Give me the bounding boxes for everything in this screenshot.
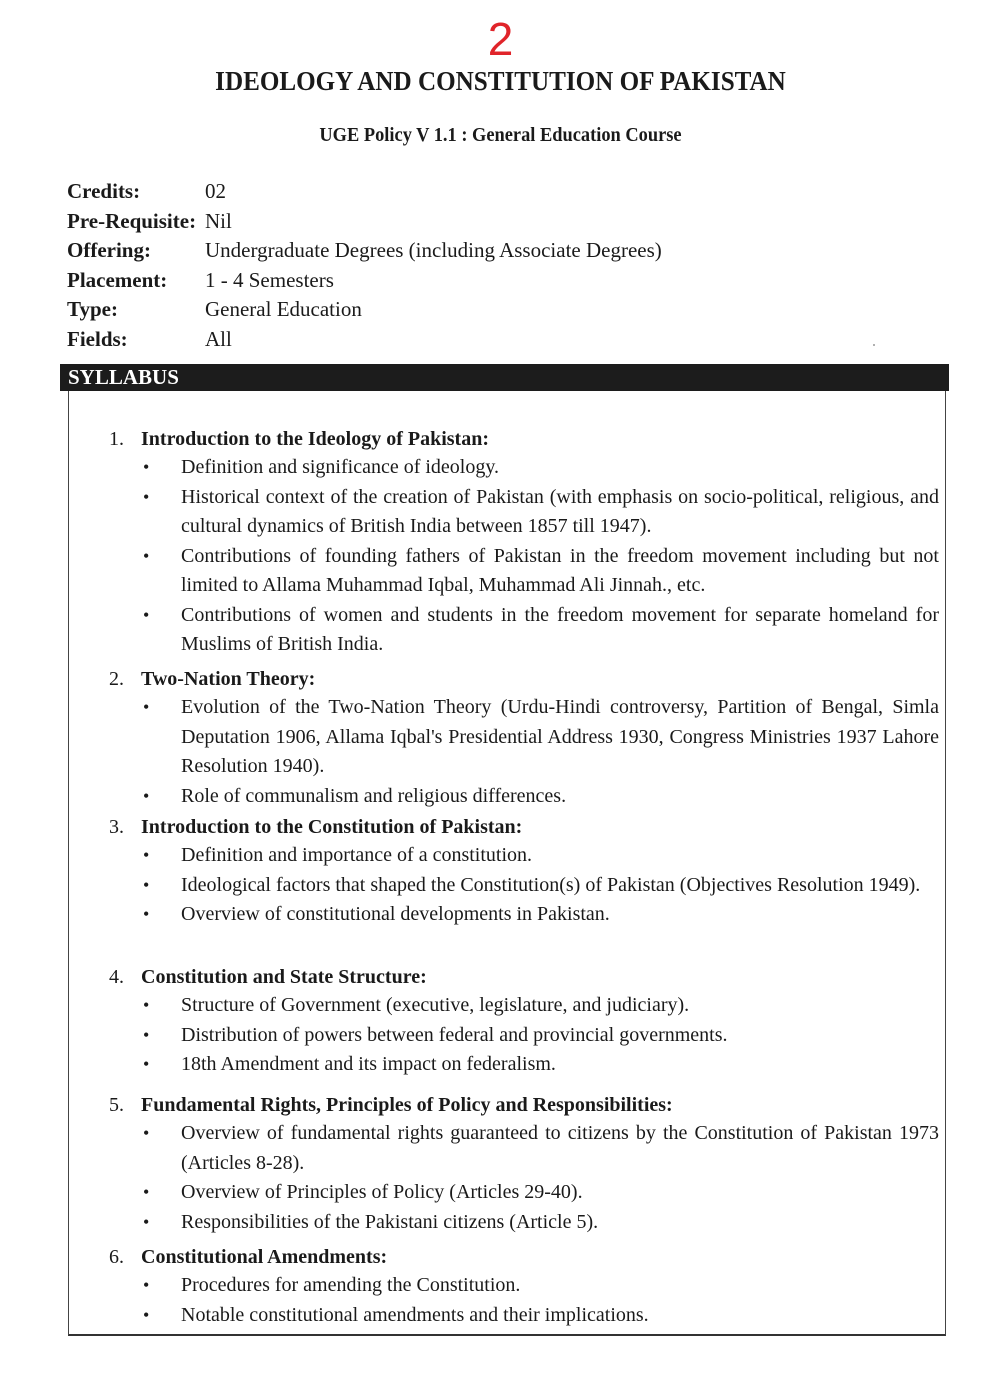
- meta-row-placement: [67, 266, 662, 296]
- section-bullets: [181, 453, 939, 660]
- section-number: 6.: [109, 1246, 124, 1268]
- meta-row-prerequisite: [67, 207, 662, 237]
- meta-row-offering: [67, 236, 662, 266]
- meta-label: Fields:: [67, 326, 128, 351]
- syllabus-section-4: [109, 963, 939, 1080]
- list-item: • Evolution of the Two-Nation Theory (Urdu-Hindi controversy, Partition of Bengal, Simla Deputation 1906, Allama Iqbal's Presidential Address 1930, Congress Ministries 1937 Lahore Resolution 1940).: [181, 693, 939, 782]
- list-item: • Overview of fundamental rights guaranteed to citizens by the Constitution of Pakistan 1973 (Articles 8-28).: [181, 1119, 939, 1178]
- list-item: • Definition and significance of ideology.: [181, 453, 939, 483]
- list-item: • Structure of Government (executive, legislature, and judiciary).: [181, 991, 939, 1021]
- meta-label: Credits:: [67, 179, 141, 204]
- meta-row-credits: [67, 177, 662, 207]
- scan-speck: [873, 344, 875, 346]
- section-title: Two-Nation Theory:: [141, 668, 316, 690]
- meta-label: Offering:: [67, 238, 151, 263]
- list-item: • Distribution of powers between federal and provincial governments.: [181, 1021, 939, 1051]
- list-item: • Contributions of founding fathers of Pakistan in the freedom movement including but not limited to Allama Muhammad Iqbal, Muhammad Ali Jinnah., etc.: [181, 542, 939, 601]
- list-item: • Ideological factors that shaped the Constitution(s) of Pakistan (Objectives Resolution 1949).: [181, 871, 939, 901]
- meta-label: Pre-Requisite:: [67, 208, 197, 233]
- section-bullets: [181, 693, 939, 811]
- section-bullets: [181, 1271, 939, 1330]
- syllabus-heading: SYLLABUS: [60, 364, 949, 391]
- list-item: • Responsibilities of the Pakistani citizens (Article 5).: [181, 1208, 939, 1238]
- section-title: Introduction to the Ideology of Pakistan:: [141, 428, 489, 450]
- course-meta: [67, 177, 662, 354]
- meta-row-type: [67, 295, 662, 325]
- meta-value: Undergraduate Degrees (including Associate Degrees): [205, 238, 662, 263]
- section-number: 3.: [109, 816, 124, 838]
- syllabus-section-5: [109, 1091, 939, 1237]
- meta-row-fields: [67, 325, 662, 355]
- section-title: Constitutional Amendments:: [141, 1246, 388, 1268]
- list-item: • Role of communalism and religious differences.: [181, 782, 939, 812]
- section-bullets: [181, 1119, 939, 1237]
- meta-value: 1 - 4 Semesters: [205, 267, 334, 292]
- list-item: • Procedures for amending the Constitution.: [181, 1271, 939, 1301]
- syllabus-box: [68, 391, 946, 1336]
- list-item: • Notable constitutional amendments and their implications.: [181, 1301, 939, 1331]
- section-title: Introduction to the Constitution of Pakistan:: [141, 816, 523, 838]
- section-number: 1.: [109, 428, 124, 450]
- syllabus-section-6: [109, 1243, 939, 1330]
- meta-value: General Education: [205, 297, 362, 322]
- syllabus-section-2: [109, 665, 939, 811]
- list-item: • Historical context of the creation of Pakistan (with emphasis on socio-political, religious, and cultural dynamics of British India between 1857 till 1947).: [181, 483, 939, 542]
- list-item: • Overview of Principles of Policy (Articles 29-40).: [181, 1178, 939, 1208]
- section-title: Constitution and State Structure:: [141, 966, 427, 988]
- document-subtitle: UGE Policy V 1.1 : General Education Course: [319, 124, 682, 146]
- meta-value: Nil: [205, 208, 232, 233]
- section-bullets: [181, 991, 939, 1080]
- section-bullets: [181, 841, 939, 930]
- list-item: • Definition and importance of a constitution.: [181, 841, 939, 871]
- document-title: IDEOLOGY AND CONSTITUTION OF PAKISTAN: [215, 66, 786, 96]
- page-number: 2: [487, 13, 514, 65]
- list-item: • 18th Amendment and its impact on federalism.: [181, 1050, 939, 1080]
- section-number: 4.: [109, 966, 124, 988]
- section-number: 2.: [109, 668, 124, 690]
- meta-label: Type:: [67, 297, 118, 322]
- meta-value: 02: [205, 179, 226, 204]
- section-title: Fundamental Rights, Principles of Policy and Responsibilities:: [141, 1094, 673, 1116]
- syllabus-section-1: [109, 425, 939, 660]
- list-item: • Overview of constitutional developments in Pakistan.: [181, 900, 939, 930]
- section-number: 5.: [109, 1094, 124, 1116]
- list-item: • Contributions of women and students in the freedom movement for separate homeland for Muslims of British India.: [181, 601, 939, 660]
- meta-value: All: [205, 326, 232, 351]
- meta-label: Placement:: [67, 267, 168, 292]
- syllabus-section-3: [109, 813, 939, 930]
